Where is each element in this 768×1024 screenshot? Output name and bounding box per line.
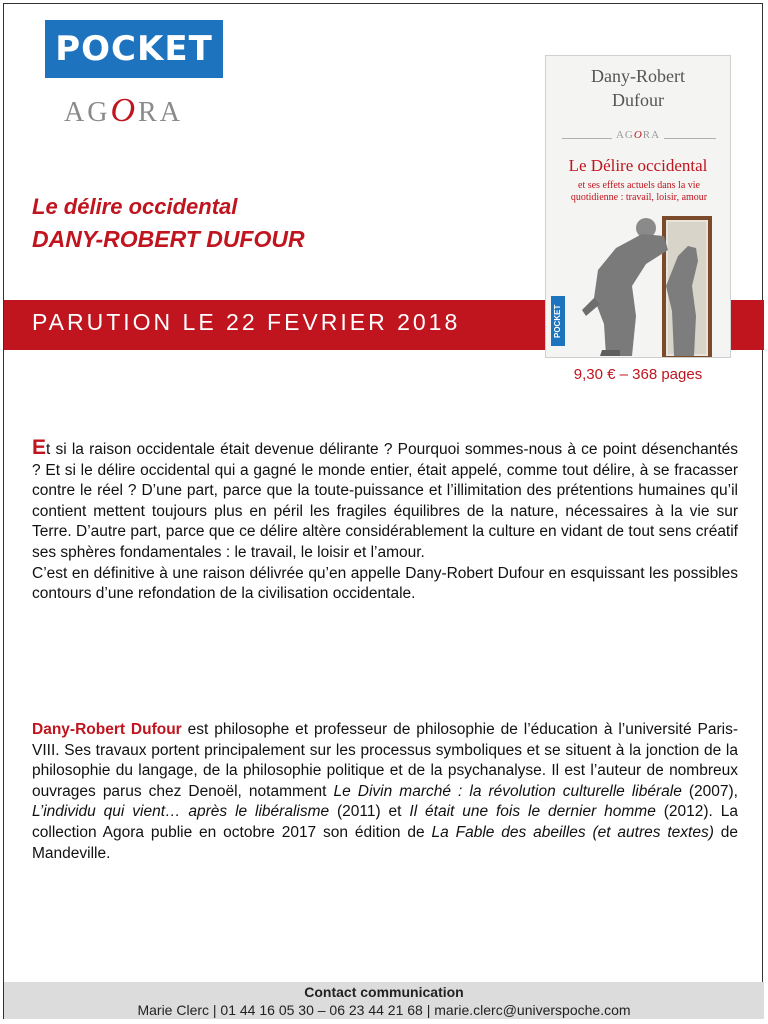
cover-pocket-logo: POCKET: [551, 296, 565, 346]
pocket-logo: [45, 20, 223, 78]
biography-author-name: Dany-Robert Dufour: [32, 721, 182, 738]
title-block: [32, 192, 305, 256]
biography-paragraph: Dany-Robert Dufour est philosophe et professeur de philosophie de l’éducation à l’université Paris-VIII. Ses travaux portent principalement sur les processus symboliques et se situent à la jonction de la philosophie du langage, de la philosophie politique et de la psychanalyse. Il est l’auteur de nombreux ouvrages parus chez Denoël, notamment Le Divin marché : la révolution culturelle libérale (2007), L’individu qui vient… après le libéralisme (2011) et Il était une fois le dernier homme (2012). La collection Agora publie en octobre 2017 son édition de La Fable des abeilles (et autres textes) de Mandeville.: [32, 721, 738, 862]
release-date: PARUTION LE 22 FEVRIER 2018: [32, 309, 461, 335]
cover-author: Dany-Robert Dufour: [591, 66, 685, 110]
price-pages: 9,30 € – 368 pages: [573, 366, 703, 383]
contact-details: Marie Clerc | 01 44 16 05 30 – 06 23 44 21 68 | marie.clerc@universpoche.com: [137, 1002, 631, 1018]
presentation-text: [32, 438, 738, 605]
cover-title: Le Délire occidental: [568, 156, 708, 175]
book-title: Le délire occidental: [32, 194, 238, 219]
cover-subtitle: et ses effets actuels dans la vie quotidienne : travail, loisir, amour: [570, 180, 708, 203]
contact-title: Contact communication: [304, 984, 464, 1000]
figure-body: [594, 234, 668, 356]
cover-illustration: [546, 206, 731, 358]
drop-cap: E: [32, 436, 47, 459]
work-title: Le Divin marché : la révolution culturelle libérale: [333, 782, 682, 800]
agora-logo: AGORA: [64, 92, 183, 129]
pocket-logo-text: POCKET: [55, 29, 213, 69]
work-title: Il était une fois le dernier homme: [409, 803, 656, 821]
presentation-paragraph-2: C’est en définitive à une raison délivrée qu’en appelle Dany-Robert Dufour en esquissant les possibles contours d’une refondation de la civilisation occidentale.: [32, 564, 738, 603]
author-name: DANY-ROBERT DUFOUR: [32, 226, 305, 252]
book-cover-image: [545, 55, 731, 358]
cover-series-logo: AGORA: [546, 129, 730, 141]
work-title: L’individu qui vient… après le libéralisme: [32, 803, 330, 821]
figure-feet: [600, 350, 620, 356]
work-title: La Fable des abeilles (et autres textes): [431, 823, 714, 841]
presentation-paragraph-1: Et si la raison occidentale était devenue délirante ? Pourquoi sommes-nous à ce point désenchantés ? Et si le délire occidental qui a gagné le monde entier, était appelé, comme tout délire, à se fracasser contre le réel ? D’une part, parce que la toute-puissance et l’illimitation des prétentions humaines qu’il contient mettent toujours plus en péril les fragiles équilibres de la nature, nécessaires à la vie sur Terre. D’autre part, parce que ce délire altère considérablement la culture en vidant de tout sens créatif ses sphères fondamentales : le travail, le loisir et l’amour.: [32, 436, 738, 561]
contact-footer: [4, 982, 764, 1019]
author-biography: [32, 720, 738, 864]
